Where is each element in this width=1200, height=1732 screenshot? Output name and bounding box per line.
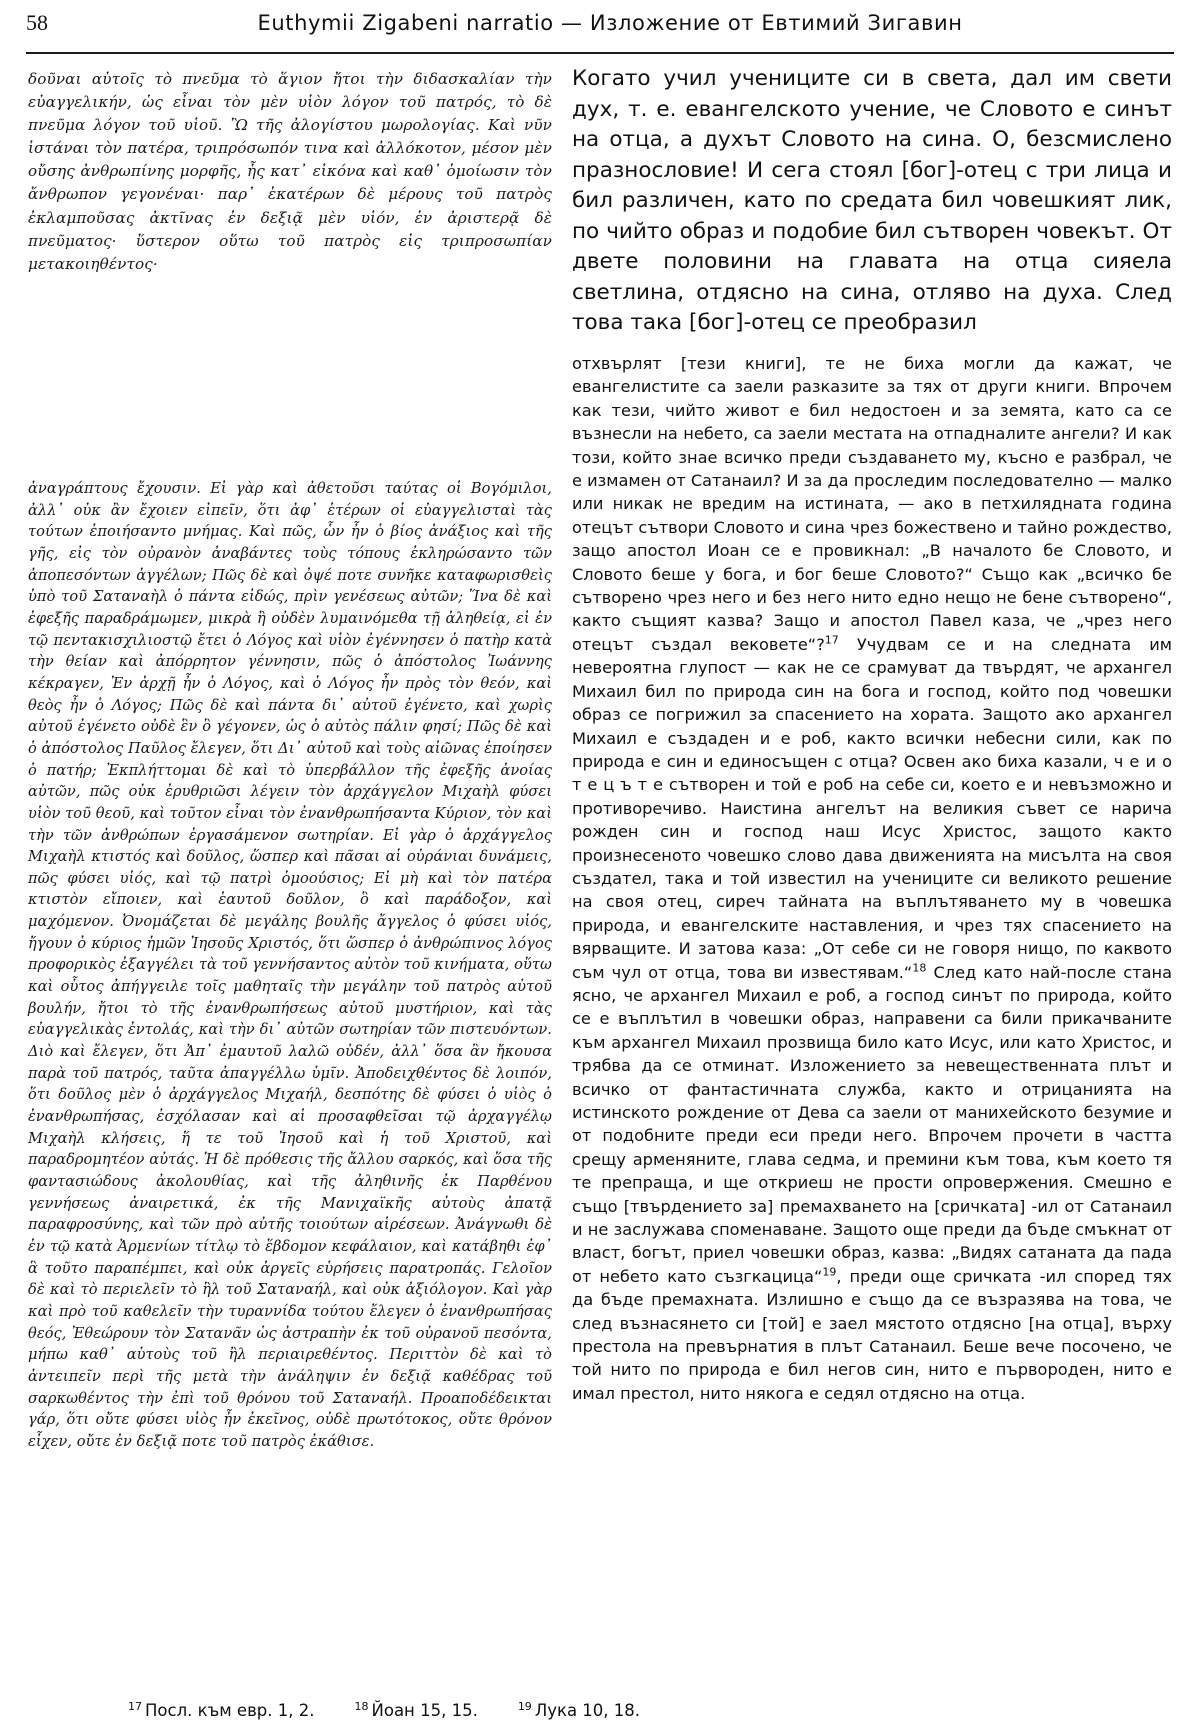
footnote-ref-17: 17 — [824, 633, 839, 647]
footnote-text: Посл. към евр. 1, 2. — [145, 1701, 315, 1720]
footnote-text: Лука 10, 18. — [534, 1701, 641, 1720]
greek-excerpt-top: δοῦναι αὐτοῖς τὸ πνεῦμα τὸ ἅγιον ἤτοι τὴν διδασκαλίαν τὴν εὐαγγελικήν, ὡς εἶναι τὸν μὲν υἱὸν λόγον τοῦ πατρός, τὸ δὲ πνεῦμα λόγον τοῦ υἱοῦ. Ὢ τῆς ἀλογίστου μωρολογίας. Καὶ νῦν ἱστάναι τὸν πατέρα, τριπρόσωπόν τινα καὶ ἀλλόκοτον, μέσον μὲν οὔσης ἀνθρωπίνης μορφῆς, ἧς κατ᾽ εἰκόνα καὶ καθ᾽ ὁμοίωσιν τὸν ἄνθρωπον γεγονέναι· παρ᾽ ἑκατέρων δὲ μέρους τοῦ πατρὸς ἐκλαμποῦσας ἀκτῖνας ἐν δεξιᾷ μὲν υἱόν, ἐν ἀριστερᾷ δὲ πνεῦματος· ὕστερον οὕτω τοῦ πατρὸς εἰς τριπροσωπίαν μετακοιηθέντος· — [28, 70, 552, 273]
bulgarian-body-part-2: Учудвам се и на следната им невероятна глупост — как не се срамуват да твърдят, че архангел Михаил бил по природа син на бога и господ, който под човешки образ се погрижил за спасението на хората. Защото ако архангел Михаил е създаден и е роб, както всички небесни сили, как по природа е син и единосъщен с отца? Освен ако биха казали, ч е и о т е ц ъ т е сътворен и той е роб на себе си, което е и невъзможно и противоречиво. Наистина ангелът на великия съвет се нарича рожден син и господ наш Исус Христос, защото както произнесеното човешко слово дава движенията на мисълта на своя създател, така и той известил на учениците си великото решение на своя отец, сиреч тайната на въплътяването му в човешка природа, и евангелските наставления, и чрез тях спасението на вярващите. И затова каза: „От себе си не говоря нищо, по каквото съм чул от отца, това ви известявам.“ — [572, 634, 1173, 982]
running-title: Euthymii Zigabeni narratio — Изложение от Евтимий Зигавин — [257, 11, 963, 35]
right-column-top — [572, 64, 1172, 339]
footnote-marker: 19 — [517, 1699, 532, 1713]
bulgarian-body-text — [572, 352, 1172, 1405]
footnote-item — [355, 1701, 478, 1720]
bulgarian-body-part-1: отхвърлят [тези книги], те не биха могли да кажат, че евангелистите са заели разказите за тях от други книги. Впрочем как тези, чийто живот е бил недостоен и за земята, като са се възнесли на небето, са заели местата на отпадналите ангели? И как този, който знае всичко преди създаването му, късно е разбрал, че е измамен от Сатанаил? И за да проследим последователно — малко или никак не вредим на истината, — ако в петхилядната година отецът сътвори Словото и сина чрез божествено и тайно рождество, защо апостол Иоан се е провикнал: „В началото бе Словото, и Словото беше у бога, и бог беше Словото?“ Също как „всичко бе сътворено чрез него и без него нито едно нещо не бене сътворено“, както същият казва? Защо и апостол Павел каза, че „чрез него отецът създал вековете“? — [572, 354, 1172, 654]
footnote-item — [128, 1701, 315, 1720]
footnote-ref-18: 18 — [912, 961, 927, 975]
bulgarian-translation-top: Когато учил учениците си в света, дал им свети дух, т. е. евангелското учение, че Словото е синът на отца, а духът Словото на сина. О, безсмислено празнословие! И сега стоял [бог]-отец с три лица и бил различен, като по средата бил човешкият лик, по чийто образ и подобие бил сътворен човекът. От двете половини на главата на отца сияела светлина, отдясно на сина, отляво на духа. След това така [бог]-отец се преобразил — [572, 66, 1172, 336]
bulgarian-body-part-4: , преди още сричката -ил според тях да бъде премахната. Излишно е също да се възразява на това, че след възнасянето си [той] е заел мястото отдясно [на отца], върху престола на превърнатия в плът Сатанаил. Беше вече посочено, че той нито по природа е бил негов син, нито е първороден, нито е имал престол, нито някога е седял отдясно на отца. — [572, 1266, 1172, 1403]
page-number: 58 — [26, 10, 48, 35]
footnotes-area — [28, 1700, 1200, 1720]
footnote-ref-19: 19 — [822, 1265, 837, 1279]
footnote-item — [518, 1701, 640, 1720]
footnote-marker: 17 — [128, 1699, 142, 1713]
bulgarian-body-part-3: След като най-после стана ясно, че архангел Михаил е роб, а господ синът по природа, който се е въплътил в човешки образ, направени са били прикачваните към архангел Михаил прозвища било като Исус, или като Христос, и трябва да се отминат. Изложението за невещественната плът и всичко от фантастичната служба, както и отрицанията на истинското рождение от Дева са заели от манихейското безумие и от подобните преди еси преди него. Впрочем прочети в частта срещу арменяните, глава седма, и премини към това, към което тя те препраща, и ще откриеш не прости опровержения. Смешно е също [твърдението за] премахването на [сричката] -ил от Сатанаил и не заслужава споменаване. Защото още преди да бъде смъкнат от власт, богът, приел човешки образ, казва: „Видях сатаната да пада от небето като съзгкацица“ — [572, 962, 1172, 1286]
page-header — [26, 10, 1174, 54]
footnote-marker: 18 — [354, 1699, 369, 1713]
footnote-text: Йоан 15, 15. — [371, 1701, 478, 1720]
left-column-top — [28, 68, 552, 276]
greek-body-text: ἀναγράπτους ἔχουσιν. Εἰ γὰρ καὶ ἀθετοῦσι ταύτας οἱ Βογόμιλοι, ἀλλ᾽ οὐκ ἂν ἔχοιεν εἰπεῖν, ὅτι ἀφ᾽ ἑτέρων οἱ εὐαγγελισταὶ τὰς τούτων ἐποιήσαντο μνήμας. Καὶ πῶς, ὧν ἦν ὁ βίος ἀνάξιος καὶ τῆς γῆς, εἰς τὸν οὐρανὸν ἀναβάντες τοὺς τόπους ἐκληρώσαντο τῶν ἀποπεσόντων ἀγγέλων; Πῶς δὲ καὶ ὀψέ ποτε συνῆκε καταφωρισθεὶς ὑπὸ τοῦ Σαταναὴλ ὁ πάντα εἰδώς, πρὶν γενέσεως αὐτῶν; Ἵνα δὲ καὶ ἐφεξῆς παραδράμωμεν, μικρὰ ἢ οὐδὲν λυμαινόμεθα τῇ ἀληθείᾳ, εἰ ἐν τῷ πεντακισχιλιοστῷ ἔτει ὁ Λόγος καὶ υἱὸν ἐγέννησεν ὁ πατὴρ κατὰ τὴν θείαν καὶ ἀπόρρητον γέννησιν, πῶς ὁ ἀπόστολος Ἰωάννης κέκραγεν, Ἐν ἀρχῇ ἦν ὁ Λόγος, καὶ ὁ Λόγος ἦν πρὸς τὸν θεόν, καὶ θεὸς ἦν ὁ Λόγος; Πῶς δὲ καὶ πάντα δι᾽ αὐτοῦ ἐγένετο, καὶ χωρὶς αὐτοῦ ἐγένετο οὐδὲ ἓν ὃ γέγονεν, ὡς ὁ αὐτὸς πάλιν φησί; Πῶς δὲ καὶ ὁ ἀπόστολος Παῦλος ἔλεγεν, ὅτι Δι᾽ αὐτοῦ καὶ τοὺς αἰῶνας ἐποίησεν ὁ πατήρ; Ἐκπλήττομαι δὲ καὶ τὸ ὑπερβάλλον τῆς ἐφεξῆς ἀνοίας αὐτῶν, πῶς οὐκ ἐρυθριῶσι λέγειν τὸν ἀρχάγγελον Μιχαὴλ φύσει υἱὸν τοῦ θεοῦ, καὶ τοῦτον εἶναι τὸν ἐνανθρωπήσαντα Κύριον, τὸν καὶ τὴν τῶν ἀνθρώπων ἐργασάμενον σωτηρίαν. Εἰ γὰρ ὁ ἀρχάγγελος Μιχαὴλ κτιστός καὶ δοῦλος, ὥσπερ καὶ πᾶσαι αἱ οὐράνιαι δυνάμεις, πῶς φύσει υἱός, καὶ τῷ πατρὶ ὁμοούσιος; Εἰ μὴ καὶ τὸν πατέρα κτιστὸν εἴποιεν, καὶ ἑαυτοῦ δοῦλον, ὃ καὶ παράδοξον, καὶ μαχόμενον. Ὀνομάζεται δὲ μεγάλης βουλῆς ἄγγελος ὁ φύσει υἱός, ἤγουν ὁ κύριος ἡμῶν Ἰησοῦς Χριστός, ὅτι ὥσπερ ὁ ἀνθρώπινος λόγος προφορικὸς ἐξαγγέλει τὰ τοῦ γεννήσαντος αὐτὸν τοῦ κινήματα, οὕτω καὶ οὗτος ἀπήγγειλε τοῖς μαθηταῖς τὴν μεγάλην τοῦ πατρὸς αὐτοῦ βουλήν, ἤτοι τὸ τῆς ἐνανθρωπήσεως αὐτοῦ μυστήριον, καὶ τὰς εὐαγγελικὰς ἐντολάς, καὶ τὴν δι᾽ αὐτῶν σωτηρίαν τῶν πιστευόντων. Διὸ καὶ ἔλεγεν, ὅτι Ἀπ᾽ ἐμαυτοῦ λαλῶ οὐδέν, ἀλλ᾽ ὅσα ἂν ἤκουσα παρὰ τοῦ πατρός, ταῦτα ἀπαγγέλλω ὑμῖν. Ἀποδειχθέντος δὲ λοιπόν, ὅτι δοῦλος μὲν ὁ ἀρχάγγελος Μιχαήλ, δεσπότης δὲ φύσει ὁ υἱὸς ὁ ἐνανθρωπήσας, ἐσχόλασαν καὶ αἱ προσαφθεῖσαι τῷ ἀρχαγγέλῳ Μιχαὴλ κλήσεις, ἥ τε τοῦ Ἰησοῦ καὶ ἡ τοῦ Χριστοῦ, καὶ παραδρομητέον αὐτάς. Ἡ δὲ πρόθεσις τῆς ἄλλου σαρκός, καὶ ὅσα τῆς φαντασιώδους ἀκολουθίας, καὶ τῆς ἀληθινῆς ἐκ Παρθένου γεννήσεως ἀναιρετικά, ἐκ τῆς Μανιχαϊκῆς αὐτοὺς ἀπατᾷ παραφροσύνης, καὶ τῶν πρὸ αὐτῆς τοιούτων αἱρέσεων. Ἀνάγνωθι δὲ ἐν τῷ κατὰ Ἀρμενίων τίτλῳ τὸ ἕβδομον κεφάλαιον, καὶ κατάβηθι ἐφ᾽ ἃ τοῦτο παραπέμπει, καὶ οὐκ ἀργεῖς εὑρήσεις παρατροπάς. Γελοῖον δὲ καὶ τὸ περιελεῖν τὸ ἢλ τοῦ Σαταναήλ, καὶ οὐκ ἀξιόλογον. Καὶ γὰρ καὶ πρὸ τοῦ καθελεῖν τὴν τυραννίδα τούτου ἔλεγεν ὁ ἐνανθρωπήσας θεός, Ἐθεώρουν τὸν Σατανᾶν ὡς ἀστραπὴν ἐκ τοῦ οὐρανοῦ πεσόντα, μήπω καθ᾽ αὑτοὺς τοῦ ἢλ περιαιρεθέντος. Περιττὸν δὲ καὶ τὸ ἀντειπεῖν περὶ τῆς μετὰ τὴν ἀνάληψιν ἐν δεξιᾷ καθέδρας τοῦ σαρκωθέντος τὴν ἐπὶ τοῦ θρόνου τοῦ Σαταναήλ. Προαποδέδεικται γάρ, ὅτι οὔτε φύσει υἱὸς ἦν ἐκεῖνος, οὐδὲ πρωτότοκος, οὔτε θρόνον εἶχεν, οὔτε ἐν δεξιᾷ ποτε τοῦ πατρὸς ἐκάθισε. — [28, 480, 552, 1450]
